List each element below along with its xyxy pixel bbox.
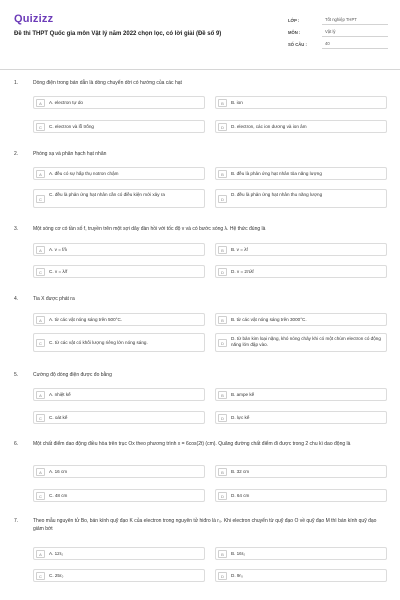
option-text: D. 9r₀ [231,573,243,578]
answer-option-b[interactable] [215,167,387,180]
question-text: Một chất điểm dao động điều hòa trên trục Ox theo phương trình x = 6cos(2t) (cm). Quãng đường chất điểm đi được trong 2 chu kì dao động là [33,441,351,447]
question-text: Theo mẫu nguyên tử Bo, bán kính quỹ đạo K của electron trong nguyên tử hiđro là r₀. Khi electron chuyển từ quỹ đạo O về quỹ đạo M thì bán kính quỹ đạo giảm bớt [33,518,377,532]
meta-value: 40 [322,40,388,49]
option-text: A. 12r₀ [49,551,64,556]
answer-option-c[interactable] [33,489,205,502]
answer-option-c[interactable] [33,411,205,424]
question-text: Tia X được phát ra [33,296,75,302]
option-text: A. nhiệt kế [49,392,71,397]
option-text: D. 64 cm [231,493,250,498]
option-letter: A [36,170,45,178]
answer-option-a[interactable] [33,243,205,256]
question-number: 6. [14,441,19,447]
quizizz-logo: Quizizz [14,13,54,25]
answer-option-b[interactable] [215,547,387,560]
answer-option-c[interactable] [33,120,205,133]
answer-option-b[interactable] [215,465,387,478]
option-letter: A [36,99,45,107]
option-letter: C [36,572,45,580]
option-letter: A [36,468,45,476]
option-text: C. 25r₀ [49,573,64,578]
question-number: 5. [14,372,19,378]
answer-option-b[interactable] [215,243,387,256]
answer-option-a[interactable] [33,96,205,109]
answer-option-b[interactable] [215,388,387,401]
meta-panel [288,14,388,50]
answer-option-c[interactable] [33,265,205,278]
question-number: 3. [14,226,19,232]
page-header [0,0,400,70]
answer-option-c[interactable] [33,569,205,582]
answer-option-a[interactable] [33,547,205,560]
answer-option-b[interactable] [215,96,387,109]
option-letter: D [218,268,227,276]
option-letter: D [218,492,227,500]
option-letter: D [218,195,227,203]
answer-option-c[interactable] [33,189,205,208]
question-text: Phóng xạ và phân hạch hạt nhân [33,151,107,157]
question-number: 4. [14,296,19,302]
option-text: D. từ bản kim loại nặng, khó nóng chảy khi có một chùm electron có động năng lớn đập vào. [231,336,381,347]
answer-option-a[interactable] [33,313,205,326]
option-text: A. v = f/λ [49,247,67,252]
question-number: 1. [14,80,19,86]
option-text: C. từ các vật có khối lượng riêng lớn nóng sáng. [49,340,148,345]
answer-option-d[interactable] [215,333,387,352]
meta-label: SỐ CÂU : [288,41,307,47]
option-text: B. v = λf [231,247,248,252]
option-text: B. 16r₀ [231,551,246,556]
option-letter: A [36,316,45,324]
answer-option-d[interactable] [215,120,387,133]
option-letter: B [218,316,227,324]
question-text: Một sóng cơ có tần số f, truyền trên một sợi dây đàn hồi với tốc độ v và có bước sóng λ. Hệ thức đúng là [33,226,266,232]
option-text: A. đều có sự hấp thụ notron chậm [49,171,119,176]
meta-label: MÔN : [288,29,301,35]
answer-option-d[interactable] [215,411,387,424]
option-letter: D [218,339,227,347]
meta-label: LỚP : [288,17,300,23]
meta-row-count [288,38,388,50]
answer-option-b[interactable] [215,313,387,326]
option-text: D. lực kế [231,415,250,420]
option-letter: D [218,572,227,580]
meta-value: Vật lý [322,28,388,37]
option-letter: A [36,391,45,399]
question-text: Dòng điện trong bán dẫn là dòng chuyển dời có hướng của các hạt [33,80,182,86]
option-letter: D [218,414,227,422]
option-letter: B [218,246,227,254]
option-text: A. từ các vật nóng sáng trên 500°C. [49,317,123,322]
meta-row-subject [288,26,388,38]
option-text: B. 32 cm [231,469,250,474]
option-text: C. electron và lỗ trống [49,124,94,129]
option-text: C. oát kế [49,415,68,420]
answer-option-a[interactable] [33,167,205,180]
answer-option-a[interactable] [33,465,205,478]
question-text: Cường độ dòng điện được đo bằng [33,372,112,378]
answer-option-c[interactable] [33,333,205,352]
option-letter: B [218,468,227,476]
question-number: 7. [14,518,19,524]
option-text: D. đều là phản ứng hạt nhân thu năng lượng [231,192,323,197]
option-text: B. ion [231,100,243,105]
option-text: C. 48 cm [49,493,68,498]
option-letter: C [36,268,45,276]
option-letter: C [36,492,45,500]
option-letter: B [218,391,227,399]
meta-row-class [288,14,388,26]
option-letter: D [218,123,227,131]
option-letter: C [36,339,45,347]
option-letter: B [218,99,227,107]
option-letter: A [36,246,45,254]
option-letter: B [218,170,227,178]
meta-value: Tốt nghiệp THPT [322,16,388,25]
option-text: A. 16 cm [49,469,68,474]
option-text: B. từ các vật nóng sáng trên 3000°C. [231,317,307,322]
option-text: B. đều là phản ứng hạt nhân tỏa năng lượng [231,171,322,176]
option-letter: B [218,550,227,558]
option-letter: C [36,195,45,203]
question-number: 2. [14,151,19,157]
answer-option-a[interactable] [33,388,205,401]
answer-option-d[interactable] [215,569,387,582]
option-text: B. ampe kế [231,392,255,397]
option-text: C. v = λ/f [49,269,68,274]
answer-option-d[interactable] [215,189,387,208]
option-letter: C [36,414,45,422]
option-text: C. đều là phản ứng hạt nhân cần có điều kiện mới xảy ra [49,192,165,197]
option-text: A. electron tự do [49,100,83,105]
page-title: Đề thi THPT Quốc gia môn Vật lý năm 2022 chọn lọc, có lời giải (Đề số 9) [14,31,222,37]
option-letter: A [36,550,45,558]
option-letter: C [36,123,45,131]
option-text: D. v = 2πλf [231,269,254,274]
option-text: D. electron, các ion dương và ion âm [231,124,307,129]
answer-option-d[interactable] [215,489,387,502]
answer-option-d[interactable] [215,265,387,278]
